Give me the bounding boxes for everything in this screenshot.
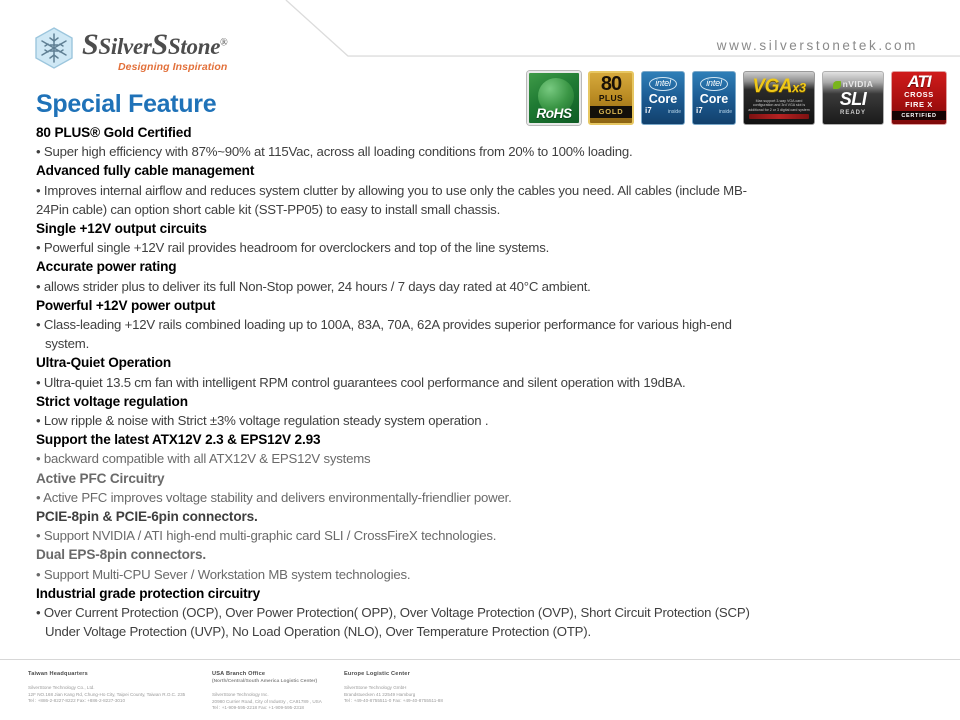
feature-bullet: 24Pin cable) can option short cable kit (SST-PP05) to easy to install small chassis. [36,201,501,217]
rohs-label: RoHS [536,106,572,121]
intel-model-label: i7 [645,106,652,116]
office-address-line: Tel : +49-40-8755511-0 Fax: +49-40-8755511-88 [344,698,443,704]
intel-family-label: Core [648,91,678,106]
vga-accent-bar [749,114,808,119]
feature-bullet: • backward compatible with all ATX12V & EPS12V systems [36,451,371,467]
office-title: Europe Logistic Center [344,671,410,677]
feature-list [36,123,948,641]
sli-status-label: READY [839,109,866,116]
ati-status-label: CERTIFIED [892,111,946,120]
rohs-badge [527,71,581,125]
intel-family-label: Core [699,91,729,106]
feature-bullet: • Powerful single +12V rail provides headroom for overclockers and top of the line systems. [36,240,550,256]
office-address-line: Tel : +886-2-8227-8222 Fax: +886-2-8227-3010 [28,698,126,704]
nvidia-brand [833,80,874,89]
office-address-lines [344,685,443,705]
80plus-number: 80 [600,73,622,95]
nvidia-eye-icon [833,81,841,89]
office-address-line: 20980 Currier Road, City of Industry , CA91789 , USA [212,698,322,704]
feature-heading: Powerful +12V power output [36,297,216,313]
80plus-level-label: GOLD [590,106,632,118]
feature-heading: Active PFC Circuitry [36,470,165,486]
intel-inside-label: inside [667,109,681,116]
feature-bullet: • Active PFC improves voltage stability and delivers environmentally-friendlier power. [36,489,512,505]
registered-mark-icon: ® [220,37,228,49]
page-title: Special Feature [36,90,217,118]
feature-bullet: • Improves internal airflow and reduces system clutter by allowing you to use only the cables you need. All cables (include MB- [36,182,747,198]
office-title: USA Branch Office [212,671,266,677]
brand-silver: Silver [98,34,152,59]
feature-bullet: • allows strider plus to deliver its full Non-Stop power, 24 hours / 7 days day rated at 40°C ambient. [36,278,591,294]
vga-fineprint: Max support 3-way VGA card configuration and 3rd VGA slot is additional for 2 or 3 digital card system [748,98,810,112]
office-address-line: SilverStone Technology GmbH [344,685,407,690]
80plus-gold-badge [588,71,634,125]
vga-title [752,77,805,96]
feature-bullet: • Low ripple & noise with Strict ±3% voltage regulation steady system operation . [36,413,489,429]
intel-inside-label: inside [718,109,732,116]
feature-bullet: system. [45,336,90,352]
feature-heading: Strict voltage regulation [36,393,188,409]
snowflake-icon [32,26,76,70]
feature-bullet: • Support NVIDIA / ATI high-end multi-graphic card SLI / CrossFireX technologies. [36,528,497,544]
office-title: Taiwan Headquarters [28,671,88,677]
nvidia-sli-ready-badge [822,71,884,125]
brand-stone: Stone [167,34,221,59]
vga-multiplier: x3 [792,79,806,95]
feature-bullet: • Super high efficiency with 87%~90% at 115Vac, across all loading conditions from 20% to 100% loading. [36,144,633,160]
office-address-line: SilverStone Technology Co., Ltd. [28,685,95,690]
page-header [0,0,960,72]
sli-title: SLI [839,88,867,109]
ati-brand-label: ATI [907,72,931,91]
office-address-line: Brandstuecken 41 22549 Hamburg [344,691,416,697]
feature-heading: Accurate power rating [36,259,177,275]
ati-crossfire-x-certified-badge [891,71,947,125]
certification-badge-row [527,71,947,125]
office-address-line: Tel : +1-909-595-2218 Fax: +1-909-595-2318 [212,705,304,711]
brand-tagline: Designing Inspiration [117,61,228,73]
feature-bullet: • Support Multi-CPU Sever / Workstation MB system technologies. [36,566,411,582]
office-address-line: 12F NO.168 Jian Kang Rd, Chung-Ho City, Taipei County, Taiwan R.O.C. 235 [28,691,186,697]
footer-divider [0,659,960,660]
intel-core-i7-badge-1 [641,71,685,125]
feature-heading: Dual EPS-8pin connectors. [36,547,206,563]
feature-heading: PCIE-8pin & PCIE-6pin connectors. [36,509,258,525]
office-address-line: SilverStone Technology Inc. [212,692,269,697]
nvidia-brand-label: nVIDIA [842,79,874,90]
page-footer [0,670,960,720]
feature-heading: 80 PLUS® Gold Certified [36,125,192,140]
intel-model-label: i7 [696,106,703,116]
feature-bullet: Under Voltage Protection (UVP), No Load Operation (NLO), Over Temperature Protection (OTP). [45,624,591,640]
feature-heading: Industrial grade protection circuitry [36,585,261,601]
feature-heading: Ultra-Quiet Operation [36,355,172,371]
intel-brand-label: intel [700,77,728,91]
website-url[interactable]: www.silverstonetek.com [716,38,918,53]
vga-x3-badge [743,71,815,125]
feature-bullet: • Ultra-quiet 13.5 cm fan with intelligent RPM control guarantees cool performance and silent operation with 19dBA. [36,374,686,390]
feature-heading: Advanced fully cable management [36,163,255,179]
feature-heading: Support the latest ATX12V 2.3 & EPS12V 2.93 [36,432,321,448]
footer-office-usa [212,670,322,712]
feature-bullet: • Over Current Protection (OCP), Over Power Protection( OPP), Over Voltage Protection (OVP), Short Circuit Protection (SCP) [36,605,750,621]
brand-wordmark: SSilverSStone® [82,28,228,61]
intel-brand-label: intel [649,77,677,91]
intel-core-i7-badge-2 [692,71,736,125]
silverstone-logo[interactable] [32,26,227,73]
footer-office-europe [344,670,443,705]
feature-heading: Single +12V output circuits [36,221,207,237]
80plus-plus-label: PLUS [598,93,624,103]
footer-office-taiwan [28,670,185,705]
crossfire-line-2: FIRE X [905,99,933,109]
crossfire-line-1: CROSS [904,90,934,100]
feature-bullet: • Class-leading +12V rails combined loading up to 100A, 83A, 70A, 62A provides superior performance for various high-end [36,317,732,333]
vga-word: VGA [752,75,793,97]
office-address-lines [28,685,185,705]
office-address-lines [212,692,322,712]
office-subtitle: (North/Central/South America Logistic Center) [212,679,318,684]
